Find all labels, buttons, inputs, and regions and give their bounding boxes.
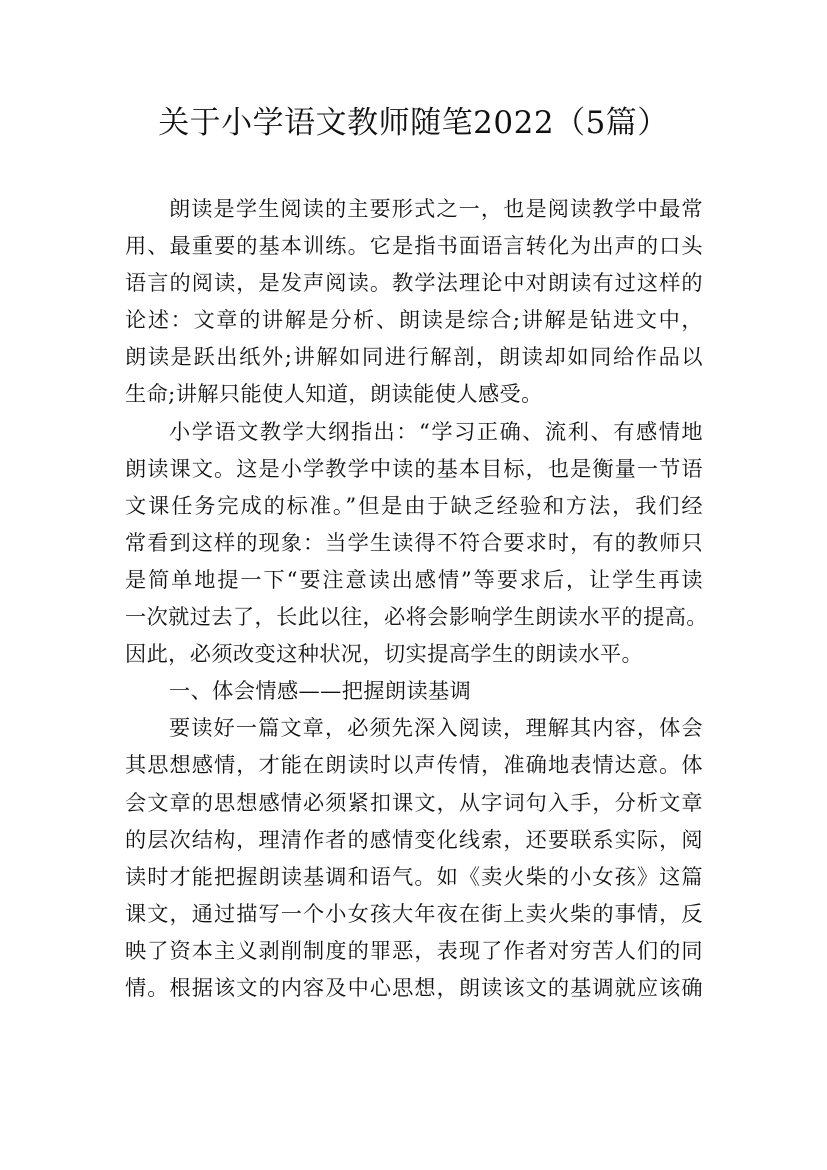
paragraph-line: 的层次结构，理清作者的感情变化线索，还要联系实际，阅: [125, 826, 703, 852]
section-heading: 一、体会情感——把握朗读基调: [169, 678, 472, 704]
paragraph-line: 映了资本主义剥削制度的罪恶，表现了作者对穷苦人们的同: [125, 937, 703, 963]
paragraph-line: 是简单地提一下“要注意读出感情”等要求后，让学生再读: [125, 566, 703, 592]
paragraph-line: 会文章的思想感情必须紧扣课文，从字词句入手，分析文章: [125, 789, 703, 815]
paragraph-line: 情。根据该文的内容及中心思想，朗读该文的基调就应该确: [125, 974, 703, 1000]
paragraph-line: 小学语文教学大纲指出：“学习正确、流利、有感情地: [169, 418, 703, 444]
paragraph-line: 论述：文章的讲解是分析、朗读是综合;讲解是钻进文中，: [125, 307, 703, 333]
paragraph-line: 要读好一篇文章，必须先深入阅读，理解其内容，体会: [169, 715, 703, 741]
paragraph-line: 朗读是跃出纸外;讲解如同进行解剖，朗读却如同给作品以: [125, 344, 703, 370]
paragraph-line: 课文，通过描写一个小女孩大年夜在街上卖火柴的事情，反: [125, 900, 703, 926]
paragraph-line: 生命;讲解只能使人知道，朗读能使人感受。: [125, 381, 543, 407]
paragraph-line: 语言的阅读，是发声阅读。教学法理论中对朗读有过这样的: [125, 270, 703, 296]
paragraph-line: 朗读是学生阅读的主要形式之一，也是阅读教学中最常: [169, 196, 703, 221]
document-title: 关于小学语文教师随笔2022（5篇）: [158, 105, 669, 141]
paragraph-line: 因此，必须改变这种状况，切实提高学生的朗读水平。: [125, 641, 644, 667]
paragraph-line: 读时才能把握朗读基调和语气。如《卖火柴的小女孩》这篇: [125, 863, 703, 889]
paragraph-line: 常看到这样的现象：当学生读得不符合要求时，有的教师只: [125, 529, 703, 555]
document-body: [125, 190, 708, 1006]
paragraph-line: 其思想感情，才能在朗读时以声传情，准确地表情达意。体: [125, 752, 703, 778]
paragraph-line: 文课任务完成的标准。”但是由于缺乏经验和方法，我们经: [125, 492, 703, 518]
paragraph-line: 一次就过去了，长此以往，必将会影响学生朗读水平的提高。: [125, 604, 708, 630]
paragraph-line: 用、最重要的基本训练。它是指书面语言转化为出声的口头: [125, 233, 703, 259]
paragraph-line: 朗读课文。这是小学教学中读的基本目标，也是衡量一节语: [125, 455, 703, 481]
